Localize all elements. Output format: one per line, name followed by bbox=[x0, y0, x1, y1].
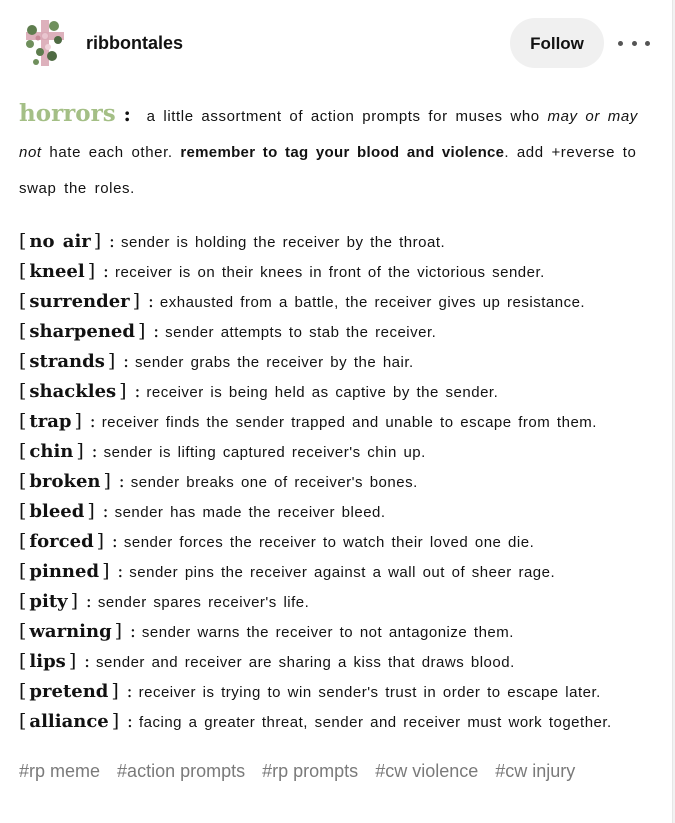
tag-link[interactable]: #rp prompts bbox=[262, 761, 359, 781]
prompt-separator: : bbox=[110, 471, 125, 492]
prompt-separator: : bbox=[76, 651, 91, 672]
close-bracket: ] bbox=[93, 230, 102, 252]
prompt-keyword: sharpened bbox=[29, 321, 135, 342]
intro-text: a little assortment of action prompts for muses who bbox=[146, 108, 548, 125]
prompt-text: sender grabs the receiver by the hair. bbox=[135, 354, 414, 371]
list-item bbox=[19, 316, 659, 346]
prompt-separator: : bbox=[145, 321, 160, 342]
dot-icon bbox=[618, 41, 623, 46]
list-item bbox=[19, 256, 659, 286]
list-item bbox=[19, 436, 659, 466]
open-bracket: [ bbox=[19, 650, 27, 672]
prompt-separator: : bbox=[109, 561, 124, 582]
list-item bbox=[19, 376, 659, 406]
open-bracket: [ bbox=[19, 260, 27, 282]
list-item bbox=[19, 646, 659, 676]
list-item bbox=[19, 346, 659, 376]
post-title: horrors bbox=[19, 100, 116, 127]
list-item bbox=[19, 496, 659, 526]
list-item bbox=[19, 526, 659, 556]
prompt-text: receiver finds the sender trapped and unable to escape from them. bbox=[101, 414, 597, 431]
prompt-separator: : bbox=[78, 591, 92, 612]
open-bracket: [ bbox=[19, 350, 27, 372]
close-bracket: ] bbox=[137, 320, 146, 342]
open-bracket: [ bbox=[19, 470, 27, 492]
open-bracket: [ bbox=[19, 230, 27, 252]
tag-link[interactable]: #action prompts bbox=[117, 761, 246, 781]
list-item bbox=[19, 226, 659, 256]
prompt-text: receiver is on their knees in front of the victorious sender. bbox=[114, 264, 545, 281]
prompt-keyword: forced bbox=[29, 531, 94, 552]
close-bracket: ] bbox=[111, 680, 119, 702]
intro-bold: remember to tag your blood and violence bbox=[180, 144, 505, 161]
open-bracket: [ bbox=[19, 500, 27, 522]
prompt-keyword: pinned bbox=[29, 561, 100, 582]
prompt-keyword: surrender bbox=[29, 291, 130, 312]
title-colon: : bbox=[123, 102, 131, 126]
prompt-text: sender and receiver are sharing a kiss that draws blood. bbox=[96, 654, 515, 671]
prompt-separator: : bbox=[94, 501, 109, 522]
more-options-icon[interactable] bbox=[618, 30, 650, 56]
tag-list bbox=[19, 756, 639, 786]
list-item bbox=[19, 286, 659, 316]
prompt-keyword: strands bbox=[29, 351, 105, 372]
open-bracket: [ bbox=[19, 560, 27, 582]
post-header bbox=[18, 16, 658, 72]
open-bracket: [ bbox=[19, 440, 27, 462]
floral-cross-avatar-icon bbox=[18, 16, 72, 70]
prompt-text: sender warns the receiver to not antagonize them. bbox=[141, 624, 514, 641]
close-bracket: ] bbox=[102, 560, 110, 582]
intro-text: . add +reverse to swap the roles. bbox=[19, 144, 637, 197]
open-bracket: [ bbox=[19, 680, 27, 702]
open-bracket: [ bbox=[19, 620, 27, 642]
intro-text: hate each other. bbox=[41, 144, 181, 161]
close-bracket: ] bbox=[96, 530, 105, 552]
open-bracket: [ bbox=[19, 410, 27, 432]
tag-link[interactable]: #cw injury bbox=[495, 761, 576, 781]
prompt-separator: : bbox=[118, 681, 133, 702]
open-bracket: [ bbox=[19, 710, 27, 732]
prompt-text: sender has made the receiver bleed. bbox=[114, 504, 386, 521]
open-bracket: [ bbox=[19, 530, 27, 552]
close-bracket: ] bbox=[70, 590, 79, 612]
list-item bbox=[19, 466, 659, 496]
close-bracket: ] bbox=[132, 290, 141, 312]
prompt-text: facing a greater threat, sender and receiver must work together. bbox=[138, 714, 612, 731]
prompt-text: sender forces the receiver to watch their loved one die. bbox=[123, 534, 535, 551]
prompt-separator: : bbox=[122, 621, 136, 642]
list-item bbox=[19, 556, 659, 586]
prompt-text: exhausted from a battle, the receiver gives up resistance. bbox=[159, 294, 586, 311]
prompt-text: sender spares receiver's life. bbox=[97, 594, 310, 611]
prompt-separator: : bbox=[119, 711, 133, 732]
follow-button[interactable]: Follow bbox=[510, 18, 604, 68]
prompt-keyword: no air bbox=[29, 231, 91, 252]
blog-name[interactable]: ribbontales bbox=[86, 33, 184, 53]
close-bracket: ] bbox=[76, 440, 84, 462]
prompt-list bbox=[19, 226, 659, 736]
prompt-separator: : bbox=[140, 291, 154, 312]
dot-icon bbox=[645, 41, 650, 46]
prompt-keyword: warning bbox=[29, 621, 112, 642]
intro-italic: may or may not bbox=[19, 108, 638, 161]
close-bracket: ] bbox=[107, 350, 116, 372]
list-item bbox=[19, 676, 659, 706]
dot-icon bbox=[632, 41, 637, 46]
tag-link[interactable]: #cw violence bbox=[375, 761, 479, 781]
open-bracket: [ bbox=[19, 590, 27, 612]
prompt-keyword: broken bbox=[29, 471, 101, 492]
open-bracket: [ bbox=[19, 320, 27, 342]
prompt-text: sender is lifting captured receiver's chin up. bbox=[103, 444, 426, 461]
list-item bbox=[19, 586, 659, 616]
prompt-keyword: chin bbox=[29, 441, 74, 462]
prompt-keyword: lips bbox=[29, 651, 66, 672]
close-bracket: ] bbox=[74, 410, 82, 432]
prompt-keyword: pity bbox=[29, 591, 68, 612]
close-bracket: ] bbox=[68, 650, 77, 672]
close-bracket: ] bbox=[119, 380, 127, 402]
prompt-separator: : bbox=[95, 261, 109, 282]
open-bracket: [ bbox=[19, 290, 27, 312]
prompt-text: sender pins the receiver against a wall out of sheer rage. bbox=[129, 564, 556, 581]
list-item bbox=[19, 406, 659, 436]
prompt-separator: : bbox=[81, 411, 96, 432]
prompt-text: receiver is being held as captive by the sender. bbox=[146, 384, 499, 401]
close-bracket: ] bbox=[87, 500, 95, 522]
prompt-keyword: kneel bbox=[29, 261, 85, 282]
post-intro bbox=[19, 96, 649, 207]
prompt-text: sender breaks one of receiver's bones. bbox=[130, 474, 418, 491]
tag-link[interactable]: #rp meme bbox=[19, 761, 101, 781]
prompt-separator: : bbox=[126, 381, 141, 402]
prompt-separator: : bbox=[101, 231, 115, 252]
list-item bbox=[19, 706, 659, 736]
prompt-text: receiver is trying to win sender's trust in order to escape later. bbox=[138, 684, 601, 701]
prompt-keyword: trap bbox=[29, 411, 72, 432]
close-bracket: ] bbox=[103, 470, 111, 492]
prompt-separator: : bbox=[83, 441, 98, 462]
avatar[interactable] bbox=[18, 16, 72, 70]
prompt-keyword: pretend bbox=[29, 681, 109, 702]
prompt-text: sender attempts to stab the receiver. bbox=[165, 324, 437, 341]
prompt-keyword: bleed bbox=[29, 501, 85, 522]
prompt-separator: : bbox=[115, 351, 130, 372]
open-bracket: [ bbox=[19, 380, 27, 402]
prompt-text: sender is holding the receiver by the throat. bbox=[120, 234, 446, 251]
prompt-keyword: alliance bbox=[29, 711, 109, 732]
prompt-keyword: shackles bbox=[29, 381, 117, 402]
prompt-separator: : bbox=[104, 531, 118, 552]
close-bracket: ] bbox=[87, 260, 96, 282]
close-bracket: ] bbox=[114, 620, 123, 642]
close-bracket: ] bbox=[111, 710, 120, 732]
list-item bbox=[19, 616, 659, 646]
